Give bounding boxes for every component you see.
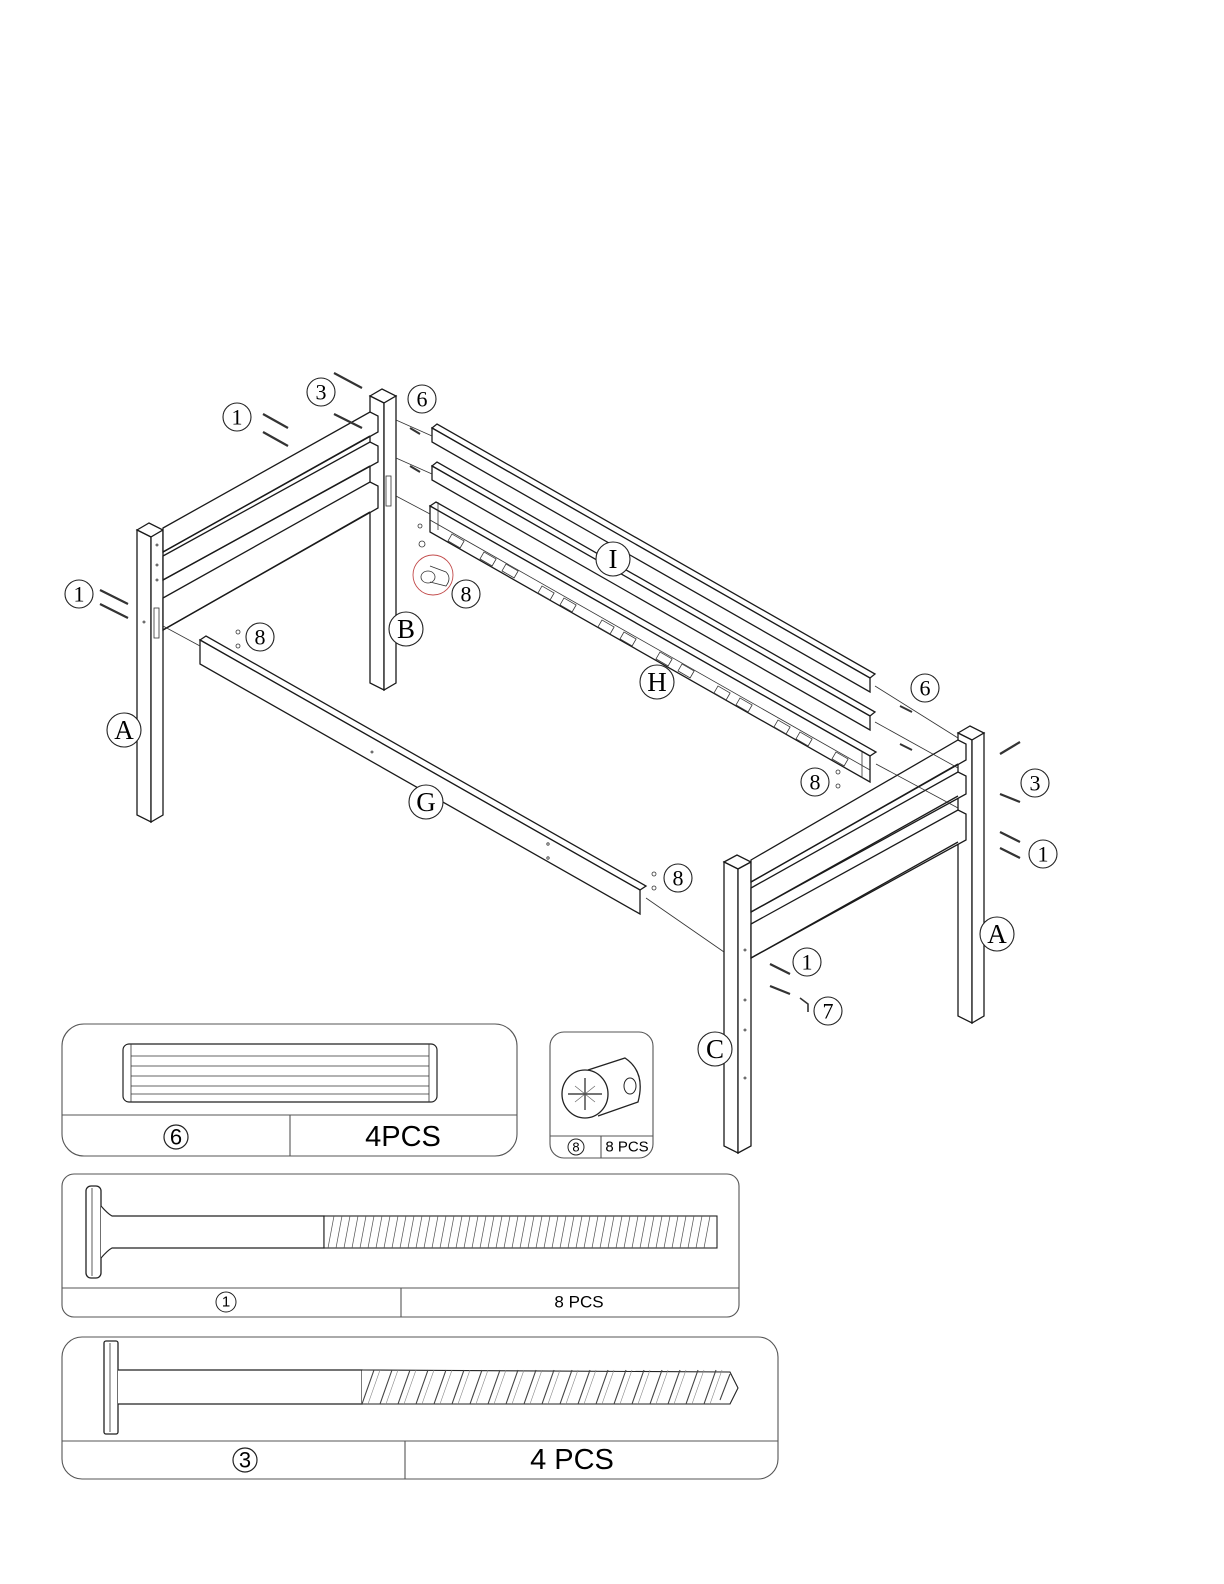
- part-letter-label: H: [647, 667, 667, 697]
- callout-8-cam-top: [452, 580, 480, 608]
- callout-6-right: [911, 674, 939, 702]
- dowel-part-number: 6: [169, 1124, 183, 1150]
- post-a-left: [137, 523, 163, 822]
- hardware-marks: [100, 373, 1020, 1012]
- callout-label: 6: [919, 675, 931, 701]
- dowel-quantity: 4PCS: [365, 1121, 441, 1153]
- callouts: [65, 378, 1057, 1025]
- part-letter-a-left: [107, 713, 141, 747]
- rail-g: [163, 626, 724, 952]
- part-letter-h: [640, 665, 674, 699]
- callout-6-top: [408, 385, 436, 413]
- callout-8-rail-g-left: [246, 623, 274, 651]
- callout-label: 3: [315, 379, 327, 405]
- bolt-long-part-number: 1: [221, 1293, 231, 1311]
- callout-3-right: [1021, 769, 1049, 797]
- hardware-box-bolt-long: [62, 1174, 739, 1317]
- part-letter-label: G: [416, 787, 436, 817]
- bolt-wood-part-number: 3: [238, 1447, 252, 1473]
- callout-8-rail-g-right: [664, 864, 692, 892]
- hardware-box-dowel: [62, 1024, 517, 1156]
- part-letter-c: [698, 1032, 732, 1066]
- callout-label: 1: [1037, 841, 1049, 867]
- callout-label: 6: [416, 386, 428, 412]
- rail-h: [396, 496, 958, 808]
- part-letter-b: [389, 612, 423, 646]
- part-letter-g: [409, 785, 443, 819]
- callout-1-left-mid: [65, 580, 93, 608]
- part-letter-label: I: [608, 544, 618, 574]
- callout-label: 1: [231, 404, 243, 430]
- callout-1-right: [1029, 840, 1057, 868]
- part-letter-i: [596, 542, 630, 576]
- dowel-icon: [123, 1044, 437, 1102]
- callout-label: 8: [809, 769, 821, 795]
- bolt-wood-quantity: 4 PCS: [530, 1444, 614, 1476]
- callout-7-allen: [814, 997, 842, 1025]
- post-c: [724, 855, 751, 1153]
- callout-1-front: [793, 948, 821, 976]
- callout-1-left-top: [223, 403, 251, 431]
- callout-label: 8: [672, 865, 684, 891]
- cam-nut-quantity: 8 PCS: [605, 1138, 649, 1156]
- hardware-box-bolt-wood: [62, 1337, 778, 1479]
- left-end-slats: [163, 412, 378, 630]
- hardware-box-cam-nut: [550, 1032, 653, 1158]
- callout-label: 1: [73, 581, 85, 607]
- callout-3-top: [307, 378, 335, 406]
- post-a-right: [958, 726, 984, 1023]
- part-letter-label: A: [987, 919, 1007, 949]
- callout-label: 1: [801, 949, 813, 975]
- part-letter-label: C: [705, 1034, 725, 1064]
- part-letter-label: A: [114, 715, 134, 745]
- callout-label: 8: [460, 581, 472, 607]
- callout-label: 8: [254, 624, 266, 650]
- callout-label: 3: [1029, 770, 1041, 796]
- callout-8-right-back: [801, 768, 829, 796]
- part-letter-label: B: [396, 614, 416, 644]
- callout-label: 7: [822, 998, 834, 1024]
- cam-nut-part-number: 8: [572, 1139, 580, 1155]
- bolt-long-quantity: 8 PCS: [554, 1292, 604, 1312]
- part-letter-a-right: [980, 917, 1014, 951]
